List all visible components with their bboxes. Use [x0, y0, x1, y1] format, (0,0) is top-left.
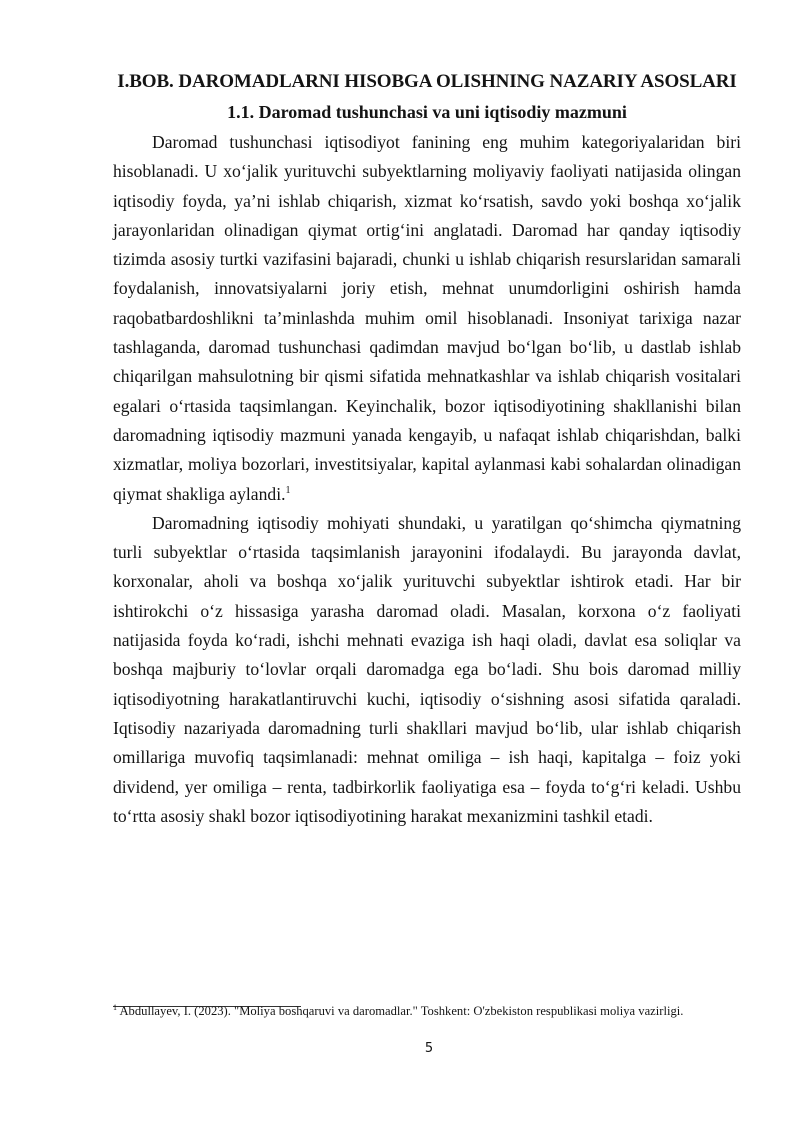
page-number: 5: [424, 1041, 434, 1056]
document-page: [113, 70, 741, 831]
footnote-text: Abdullayev, I. (2023). "Moliya boshqaruvi va daromadlar." Toshkent: O'zbekiston respublikasi moliya vazirligi.: [117, 1004, 684, 1018]
footnote-reference[interactable]: 1: [285, 484, 291, 496]
section-title: 1.1. Daromad tushunchasi va uni iqtisodiy mazmuni: [227, 102, 627, 122]
footnote: [113, 1003, 753, 1019]
paragraph-1-text: Daromad tushunchasi iqtisodiyot fanining eng muhim kategoriyalaridan biri hisoblanadi. U xo‘jalik yurituvchi subyektlarning moliyaviy faoliyati natijasida olingan iqtisodiy foyda, ya’ni ishlab chiqarish, xizmat ko‘rsatish, savdo yoki boshqa xo‘jalik jarayonlaridan olinadigan qiymat ortig‘ini anglatadi. Daromad har qanday iqtisodiy tizimda asosiy turtki vazifasini bajaradi, chunki u ishlab chiqarish resurslaridan samarali foydalanish, innovatsiyalarni joriy etish, mehnat unumdorligini oshirish hamda raqobatbardoshlikni ta’minlashda muhim omil hisoblanadi. Insoniyat tarixiga nazar tashlaganda, daromad tushunchasi qadimdan mavjud bo‘lgan bo‘lib, u dastlab ishlab chiqarilgan mahsulotning bir qismi sifatida mehnatkashlar va ishlab chiqarish vositalari egalari o‘rtasida taqsimlangan. Keyinchalik, bozor iqtisodiyotining shakllanishi bilan daromadning iqtisodiy mazmuni yanada kengayib, u nafaqat ishlab chiqarishdan, balki xizmatlar, moliya bozorlari, investitsiyalar, kapital aylanmasi kabi sohalardan olinadigan qiymat shakliga aylandi.: [113, 132, 741, 504]
body-paragraph-2: [113, 509, 741, 831]
chapter-title: I.BOB. DAROMADLARNI HISOBGA OLISHNING NAZARIY ASOSLARI: [117, 71, 737, 92]
footnote-number: 1: [113, 1002, 117, 1012]
body-paragraph-1: [113, 128, 741, 509]
paragraph-2-text: Daromadning iqtisodiy mohiyati shundaki, u yaratilgan qo‘shimcha qiymatning turli subyektlar o‘rtasida taqsimlanish jarayonini ifodalaydi. Bu jarayonda davlat, korxonalar, aholi va boshqa xo‘jalik yurituvchi subyektlar ishtirok etadi. Har bir ishtirokchi o‘z hissasiga yarasha daromad oladi. Masalan, korxona o‘z faoliyati natijasida foyda ko‘radi, ishchi mehnati evaziga ish haqi oladi, davlat esa soliqlar va boshqa majburiy to‘lovlar orqali daromadga ega bo‘ladi. Shu bois daromad milliy iqtisodiyotning harakatlantiruvchi kuchi, iqtisodiy o‘sishning asosi sifatida qaraladi. Iqtisodiy nazariyada daromadning turli shakllari mavjud bo‘lib, ular ishlab chiqarish omillariga muvofiq taqsimlanadi: mehnat omiliga – ish haqi, kapitalga – foiz yoki dividend, yer omiliga – renta, tadbirkorlik faoliyatiga esa – foyda to‘g‘ri keladi. Ushbu to‘rtta asosiy shakl bozor iqtisodiyotining harakat mexanizmini tashkil etadi.: [113, 512, 741, 826]
